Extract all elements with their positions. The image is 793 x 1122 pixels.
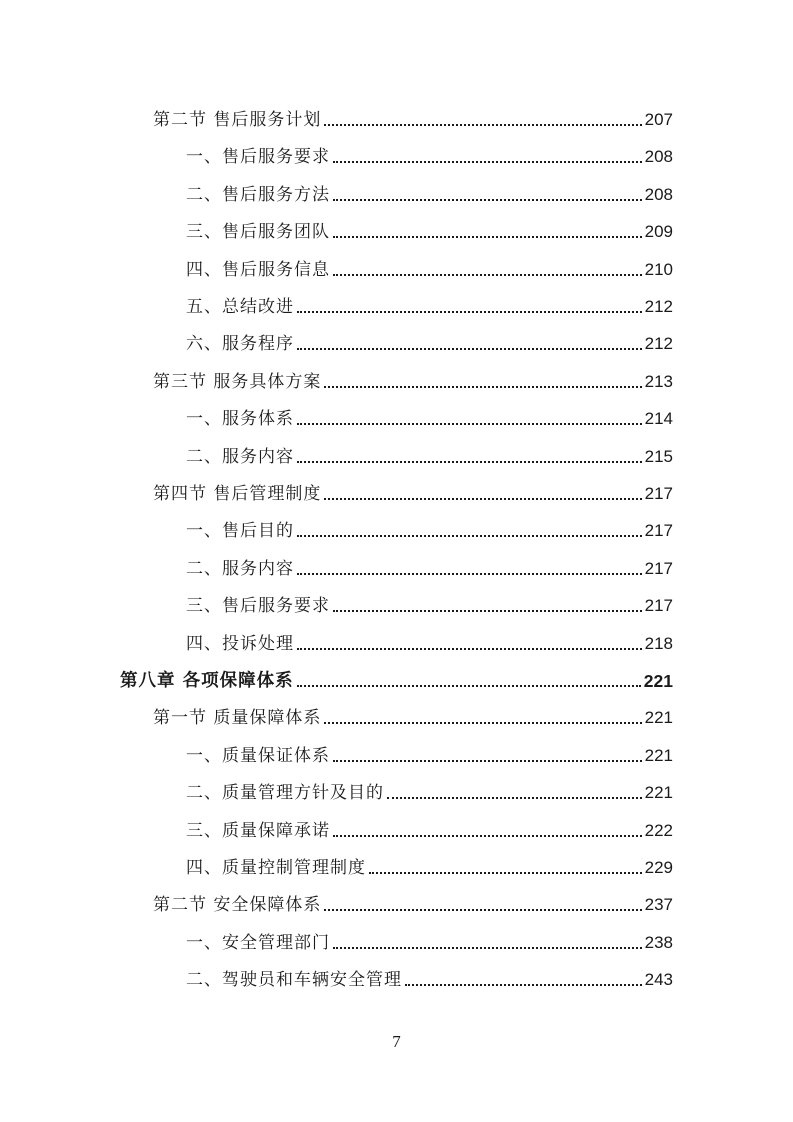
toc-dot-leader [297, 684, 641, 687]
toc-page-number: 217 [644, 596, 673, 616]
toc-page-number: 212 [644, 334, 673, 354]
toc-section-entry[interactable] [153, 705, 673, 729]
toc-entry-label: 第三节 服务具体方案 [153, 371, 322, 392]
toc-entry-label: 一、服务体系 [186, 409, 294, 430]
toc-subsection-entry[interactable] [186, 556, 673, 580]
toc-dot-leader [333, 198, 642, 201]
toc-entry-label: 四、售后服务信息 [186, 259, 330, 280]
toc-entry-label: 二、服务内容 [186, 558, 294, 579]
toc-dot-leader [324, 497, 641, 500]
toc-dot-leader [297, 460, 642, 463]
toc-subsection-entry[interactable] [186, 294, 673, 318]
toc-dot-leader [405, 983, 642, 986]
toc-subsection-entry[interactable] [186, 219, 673, 243]
toc-dot-leader [333, 160, 642, 163]
toc-entry-label: 三、质量保障承诺 [186, 820, 330, 841]
toc-subsection-entry[interactable] [186, 518, 673, 542]
toc-dot-leader [387, 796, 642, 799]
toc-dot-leader [333, 759, 642, 762]
toc-page-number: 229 [644, 858, 673, 877]
toc-dot-leader [297, 534, 642, 537]
toc-dot-leader [333, 609, 642, 612]
toc-subsection-entry[interactable] [186, 331, 673, 355]
toc-entry-label: 一、质量保证体系 [186, 745, 330, 766]
toc-entry-label: 二、质量管理方针及目的 [186, 783, 384, 804]
toc-dot-leader [324, 721, 641, 724]
toc-page-number: 213 [644, 371, 673, 391]
toc-page-number: 210 [644, 259, 673, 279]
toc-subsection-entry[interactable] [186, 144, 673, 168]
toc-dot-leader [297, 647, 642, 650]
toc-page-number: 243 [644, 970, 673, 990]
toc-page-number: 207 [644, 110, 673, 129]
toc-page-number: 221 [643, 671, 673, 691]
toc-page-number: 221 [644, 708, 673, 728]
toc-subsection-entry[interactable] [186, 855, 673, 879]
toc-subsection-entry[interactable] [186, 444, 673, 468]
toc-section-entry[interactable] [153, 107, 673, 131]
toc-entry-label: 第八章 各项保障体系 [120, 671, 294, 691]
toc-entry-label: 一、售后目的 [186, 521, 294, 542]
toc-page-number: 222 [644, 820, 673, 840]
toc-entry-label: 四、投诉处理 [186, 633, 294, 654]
toc-section-entry[interactable] [153, 892, 673, 916]
toc-dot-leader [333, 946, 642, 949]
toc-entry-label: 三、售后服务要求 [186, 596, 330, 617]
toc-entry-label: 五、总结改进 [186, 297, 294, 317]
toc-entry-label: 二、服务内容 [186, 446, 294, 467]
toc-page-number: 214 [644, 409, 673, 429]
toc-dot-leader [369, 871, 642, 874]
page-number: 7 [392, 1032, 401, 1051]
toc-page-number: 212 [644, 297, 673, 316]
toc-subsection-entry[interactable] [186, 780, 673, 804]
toc-dot-leader [333, 235, 642, 238]
toc-entry-label: 第二节 安全保障体系 [153, 895, 322, 916]
toc-page-number: 209 [644, 222, 673, 242]
toc-entry-label: 三、售后服务团队 [186, 222, 330, 243]
toc-dot-leader [324, 123, 641, 126]
toc-page-number: 221 [644, 745, 673, 765]
toc-entry-label: 二、驾驶员和车辆安全管理 [186, 970, 402, 991]
toc-entry-label: 六、服务程序 [186, 334, 294, 355]
toc-dot-leader [333, 273, 642, 276]
toc-subsection-entry[interactable] [186, 818, 673, 842]
toc-subsection-entry[interactable] [186, 257, 673, 281]
toc-section-entry[interactable] [153, 369, 673, 393]
toc-page-number: 208 [644, 184, 673, 204]
toc-dot-leader [324, 908, 641, 911]
toc-dot-leader [297, 422, 642, 425]
toc-dot-leader [324, 385, 641, 388]
toc-page-number: 217 [644, 521, 673, 541]
toc-page-number: 221 [644, 783, 673, 803]
toc-entry-label: 四、质量控制管理制度 [186, 858, 366, 878]
toc-dot-leader [297, 572, 642, 575]
toc-entry-label: 二、售后服务方法 [186, 184, 330, 205]
toc-subsection-entry[interactable] [186, 593, 673, 617]
toc-dot-leader [333, 834, 642, 837]
toc-entry-label: 第一节 质量保障体系 [153, 708, 322, 729]
toc-subsection-entry[interactable] [186, 406, 673, 430]
toc-dot-leader [297, 310, 642, 313]
toc-subsection-entry[interactable] [186, 182, 673, 206]
toc-page-number: 215 [644, 446, 673, 466]
toc-page-number: 217 [644, 484, 673, 503]
toc-entry-label: 第四节 售后管理制度 [153, 484, 322, 504]
toc-entry-label: 第二节 售后服务计划 [153, 110, 322, 130]
toc-page-number: 237 [644, 895, 673, 915]
toc-entry-label: 一、安全管理部门 [186, 932, 330, 953]
toc-page-number: 208 [644, 147, 673, 167]
toc-page-number: 217 [644, 558, 673, 578]
toc-subsection-entry[interactable] [186, 743, 673, 767]
toc-subsection-entry[interactable] [186, 631, 673, 655]
toc-subsection-entry[interactable] [186, 930, 673, 954]
toc-subsection-entry[interactable] [186, 967, 673, 991]
toc-entry-label: 一、售后服务要求 [186, 147, 330, 168]
toc-chapter-entry[interactable] [120, 668, 673, 692]
toc-page-number: 218 [644, 633, 673, 653]
toc-section-entry[interactable] [153, 481, 673, 505]
toc-dot-leader [297, 347, 642, 350]
toc-page-number: 238 [644, 932, 673, 952]
